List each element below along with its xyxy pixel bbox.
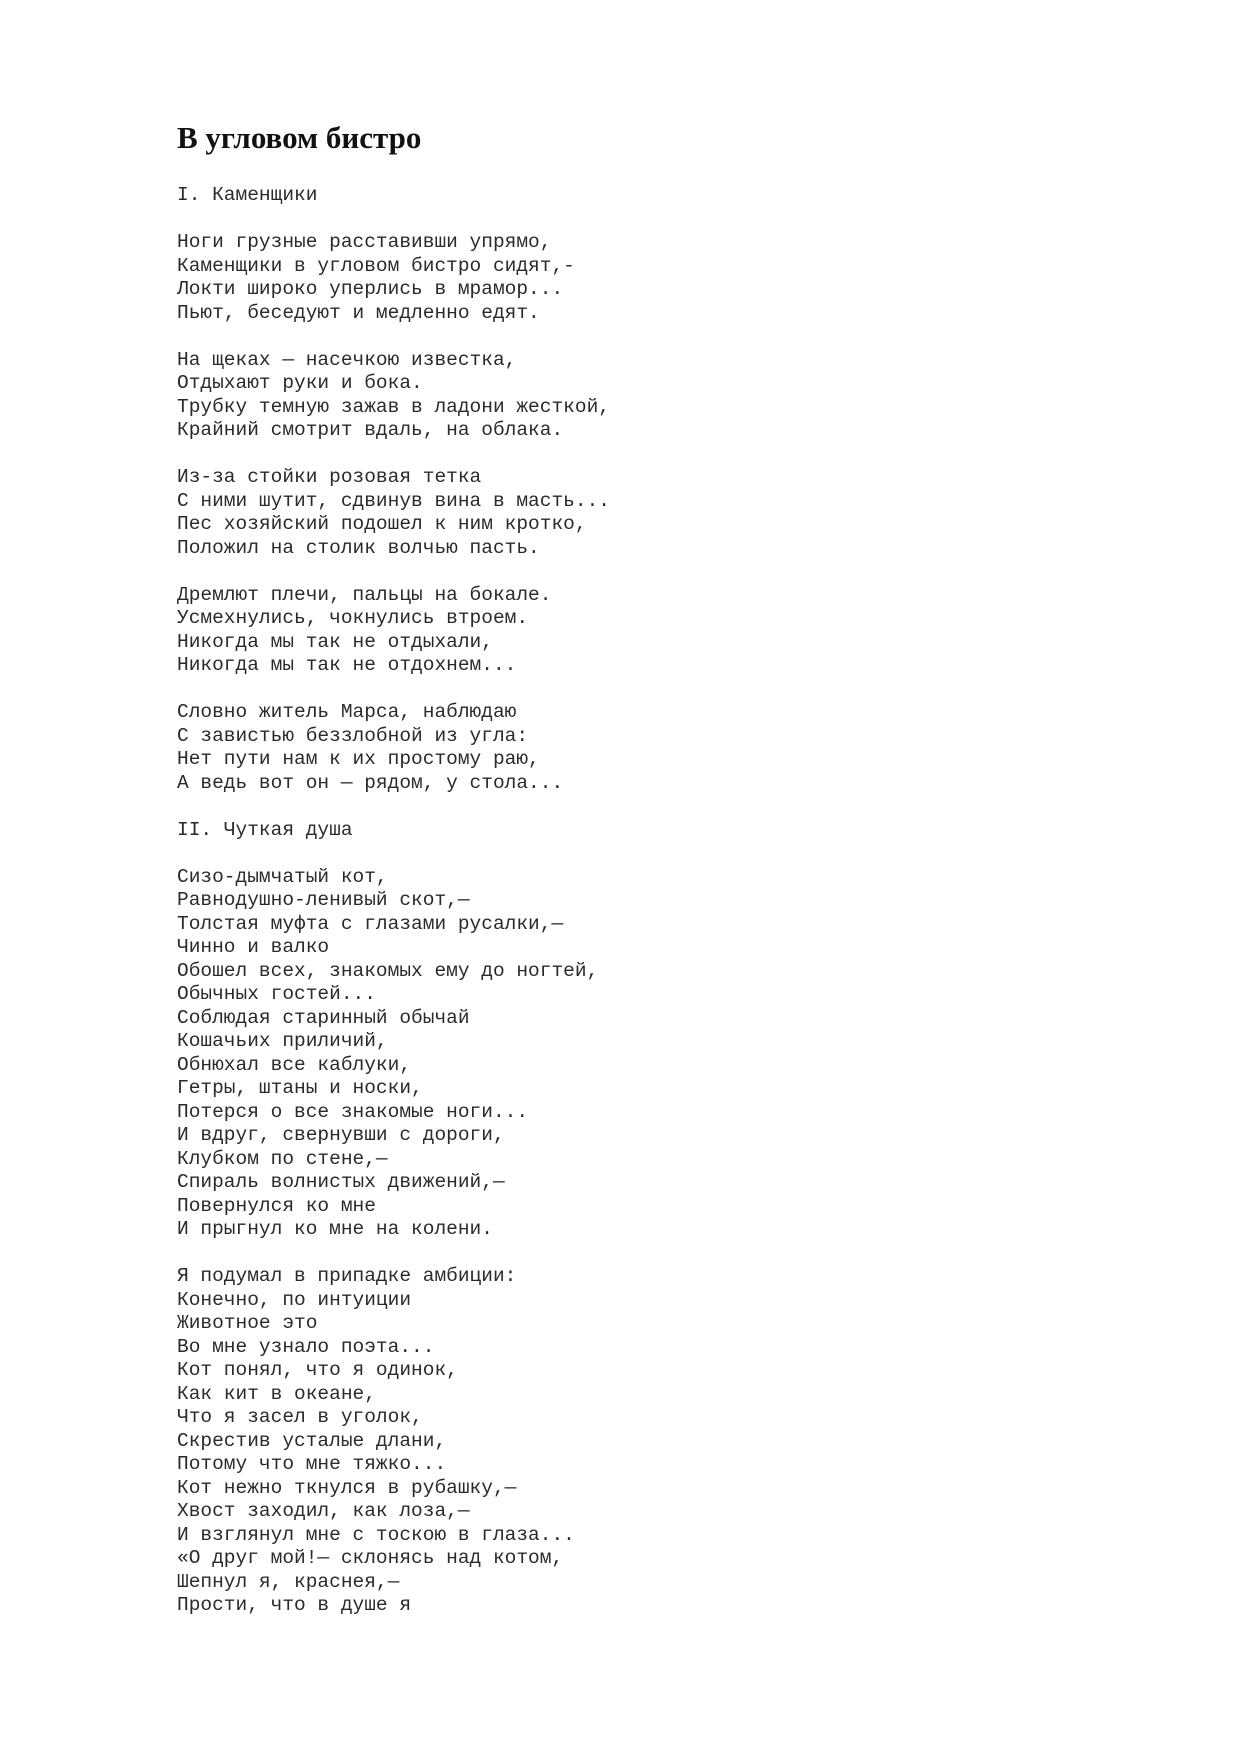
poem-line: Каменщики в угловом бистро сидят,- xyxy=(177,254,575,277)
poem-line: Положил на столик волчью пасть. xyxy=(177,536,540,559)
poem-line: Равнодушно-ленивый скот,— xyxy=(177,889,470,911)
poem-line: С завистью беззлобной из угла: xyxy=(177,724,529,747)
poem-line: Локти широко уперлись в мрамор... xyxy=(177,278,564,300)
stanza xyxy=(177,466,610,560)
poem-line: Конечно, по интуиции xyxy=(177,1288,412,1311)
poem-line: На щеках — насечкою известка, xyxy=(177,348,517,371)
poem-line: Словно житель Марса, наблюдаю xyxy=(177,701,517,723)
stanza xyxy=(177,231,610,325)
poem-line: Гетры, штаны и носки, xyxy=(177,1077,423,1099)
poem-line: Что я засел в уголок, xyxy=(177,1406,423,1428)
poem-line: И прыгнул ко мне на колени. xyxy=(177,1218,493,1240)
poem-line: Обнюхал все каблуки, xyxy=(177,1053,412,1076)
poem-line: Никогда мы так не отдохнем... xyxy=(177,654,517,676)
poem-line: Нет пути нам к их простому раю, xyxy=(177,748,540,770)
poem-line: Толстая муфта с глазами русалки,— xyxy=(177,912,564,935)
poem-line: Никогда мы так не отдыхали, xyxy=(177,630,493,653)
poem-line: Обошел всех, знакомых ему до ногтей, xyxy=(177,959,599,982)
poem-line: Пес хозяйский подошел к ним кротко, xyxy=(177,513,587,535)
poem-line: Отдыхают руки и бока. xyxy=(177,372,423,394)
stanza xyxy=(177,1265,610,1618)
poem-line: И вдруг, свернувши с дороги, xyxy=(177,1124,505,1146)
poem-line: Как кит в океане, xyxy=(177,1382,376,1405)
stanza xyxy=(177,584,610,678)
poem-line: Соблюдая старинный обычай xyxy=(177,1006,470,1029)
poem-line: Крайний смотрит вдаль, на облака. xyxy=(177,419,564,441)
poem-line: Ноги грузные расставивши упрямо, xyxy=(177,231,552,253)
poem-line: Животное это xyxy=(177,1312,318,1334)
poem-line: Я подумал в припадке амбиции: xyxy=(177,1265,517,1287)
poem-line: Спираль волнистых движений,— xyxy=(177,1171,505,1193)
poem-line: А ведь вот он — рядом, у стола... xyxy=(177,771,564,794)
stanza xyxy=(177,701,610,795)
poem-line: Кошачьих приличий, xyxy=(177,1030,388,1052)
section-heading: II. Чуткая душа xyxy=(177,818,353,841)
poem-line: Потому что мне тяжко... xyxy=(177,1453,447,1475)
stanza-gap xyxy=(177,678,610,702)
poem-line: Шепнул я, краснея,— xyxy=(177,1570,400,1593)
poem-line: Кот нежно ткнулся в рубашку,— xyxy=(177,1476,517,1499)
poem-line: Сизо-дымчатый кот, xyxy=(177,865,388,888)
stanza-gap xyxy=(177,1242,610,1266)
poem-line: Чинно и валко xyxy=(177,936,330,958)
poem-line: Повернулся ко мне xyxy=(177,1194,376,1217)
poem-line: С ними шутит, сдвинув вина в масть... xyxy=(177,489,610,512)
stanza-gap xyxy=(177,325,610,349)
poem-line: Обычных гостей... xyxy=(177,983,376,1005)
document-title: В угловом бистро xyxy=(177,120,422,155)
stanza xyxy=(177,866,610,1242)
stanza-gap xyxy=(177,443,610,467)
poem-line: Хвост заходил, как лоза,— xyxy=(177,1500,470,1522)
poem-line: Прости, что в душе я xyxy=(177,1594,412,1616)
poem-line: Потерся о все знакомые ноги... xyxy=(177,1100,529,1123)
stanza-gap xyxy=(177,208,610,232)
stanza-gap xyxy=(177,560,610,584)
poem-body xyxy=(177,184,610,1618)
poem-line: И взглянул мне с тоскою в глаза... xyxy=(177,1523,575,1546)
poem-line: Трубку темную зажав в ладони жесткой, xyxy=(177,395,610,418)
section-heading: I. Каменщики xyxy=(177,184,318,206)
poem-line: Из-за стойки розовая тетка xyxy=(177,466,482,488)
poem-line: «О друг мой!— склонясь над котом, xyxy=(177,1547,564,1569)
poem-line: Во мне узнало поэта... xyxy=(177,1335,435,1358)
stanza xyxy=(177,349,610,443)
poem-line: Пьют, беседуют и медленно едят. xyxy=(177,301,540,324)
poem-line: Клубком по стене,— xyxy=(177,1147,388,1170)
poem-line: Кот понял, что я одинок, xyxy=(177,1359,458,1381)
poem-line: Усмехнулись, чокнулись втроем. xyxy=(177,607,529,629)
stanza-gap xyxy=(177,842,610,866)
poem-line: Скрестив усталые длани, xyxy=(177,1429,447,1452)
section-gap xyxy=(177,795,610,819)
poem-line: Дремлют плечи, пальцы на бокале. xyxy=(177,583,552,606)
